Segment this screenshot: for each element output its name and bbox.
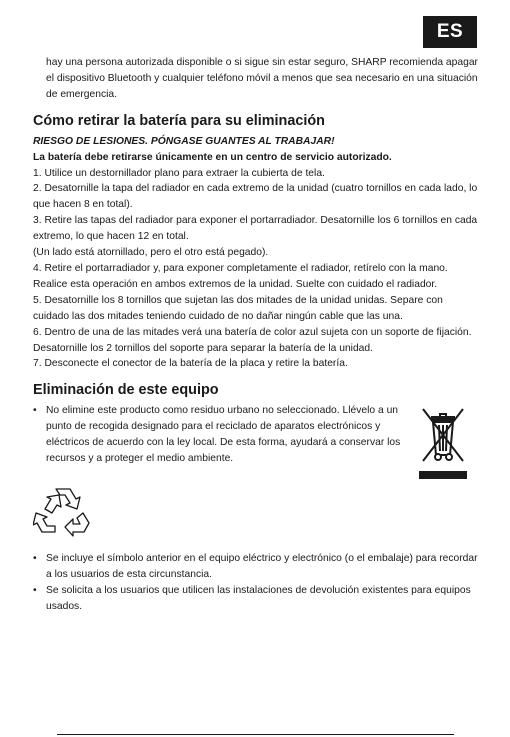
step-7: 7. Desconecte el conector de la batería de la placa y retire la batería. bbox=[33, 358, 348, 370]
injury-warning: RIESGO DE LESIONES. PÓNGASE GUANTES AL TRABAJAR! bbox=[33, 135, 335, 147]
footer-rule bbox=[57, 734, 454, 735]
battery-heading: Cómo retirar la batería para su eliminación bbox=[33, 112, 325, 129]
language-badge: ES bbox=[423, 16, 477, 48]
intro-paragraph: hay una persona autorizada disponible o si sigue sin estar seguro, SHARP recomienda apagar el dispositivo Bluetooth y cualquier teléfono móvil a menos que sea necesario en una situación de emergencia. bbox=[46, 57, 478, 100]
step-2: 2. Desatornille la tapa del radiador en cada extremo de la unidad (cuatro tornillos en cada lado, lo que hacen 8 en total). bbox=[33, 183, 478, 211]
weee-bar bbox=[419, 471, 467, 479]
disposal-list-top bbox=[33, 403, 481, 467]
disposal-list-bottom bbox=[33, 551, 481, 615]
weee-bin-icon bbox=[419, 405, 471, 479]
recycle-icon bbox=[33, 483, 93, 537]
step-1: 1. Utilice un destornillador plano para extraer la cubierta de tela. bbox=[33, 167, 325, 179]
step-3: 3. Retire las tapas del radiador para exponer el portarradiador. Desatornille los 6 tornillos en cada extremo, lo que hacen 12 en total. bbox=[33, 215, 478, 243]
step-4: 4. Retire el portarradiador y, para exponer completamente el radiador, retírelo con la mano. Realice esta operación en ambos extremos de la unidad. Suelte con cuidado el radiador. bbox=[33, 262, 448, 290]
disposal-bullet-3: • Se solicita a los usuarios que utilicen las instalaciones de devolución existentes para equipos usados. bbox=[33, 583, 481, 615]
disposal-section bbox=[33, 403, 481, 614]
service-notice: La batería debe retirarse únicamente en un centro de servicio autorizado. bbox=[33, 151, 392, 163]
step-3-note: (Un lado está atornillado, pero el otro está pegado). bbox=[33, 247, 269, 259]
page-content bbox=[33, 55, 481, 615]
disposal-bullet-2: • Se incluye el símbolo anterior en el equipo eléctrico y electrónico (o el embalaje) para recordar a los usuarios de esta circunstancia. bbox=[33, 551, 481, 583]
disposal-heading: Eliminación de este equipo bbox=[33, 382, 219, 399]
step-5: 5. Desatornille los 8 tornillos que sujetan las dos mitades de la unidad unidas. Separe con cuidado las dos mitades teniendo cuidado de no dañar ningún cable que las una. bbox=[33, 294, 443, 322]
disposal-bullet-1: • No elimine este producto como residuo urbano no seleccionado. Llévelo a un punto de recogida designado para el reciclado de aparatos electrónicos y eléctricos de acuerdo con la ley local. De esta forma, ayudará a conservar los recursos y a proteger el medio ambiente. bbox=[33, 403, 401, 467]
step-6: 6. Dentro de una de las mitades verá una batería de color azul sujeta con un soporte de fijación. Desatornille los 2 tornillos del soporte para separar la batería de la unidad. bbox=[33, 326, 472, 354]
